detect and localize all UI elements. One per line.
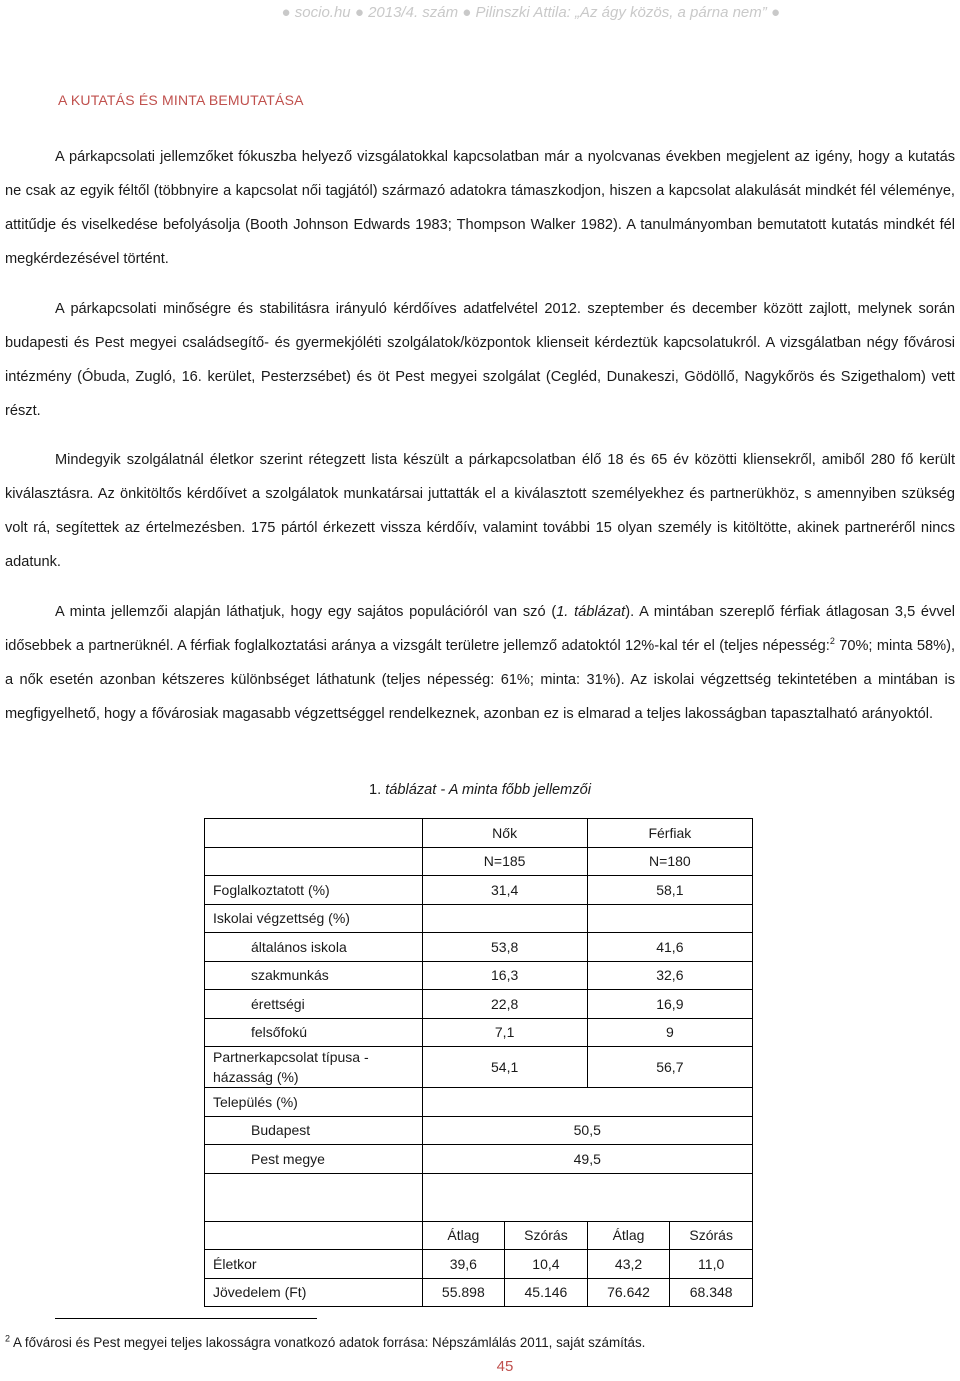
paragraph-sample-characteristics	[5, 595, 955, 731]
table-cell	[205, 819, 423, 848]
table-row	[205, 1250, 753, 1279]
row-label: felsőfokú	[205, 1018, 423, 1047]
sample-characteristics-table	[204, 818, 753, 1307]
table-row	[205, 876, 753, 905]
table-row	[205, 1018, 753, 1047]
table-cell: 76.642	[587, 1278, 670, 1307]
table-cell	[422, 1173, 752, 1221]
table-cell: 54,1	[422, 1047, 587, 1088]
paragraph-research-intro: A párkapcsolati jellemzőket fókuszba helyező vizsgálatokkal kapcsolatban már a nyolcvanas években megjelent az igény, hogy a kutatás ne csak az egyik féltől (többnyire a kapcsolat női tagjától) származó adatokra támaszkodjon, hiszen a kapcsolat alakulását mindkét fél véleménye, attitűdje és viselkedése befolyásolja (Booth Johnson Edwards 1983; Thompson Walker 1982). A tanulmányomban bemutatott kutatás mindkét fél megkérdezésével történt.	[5, 149, 955, 267]
footnote-mark: 2	[5, 1333, 11, 1344]
row-label: általános iskola	[205, 933, 423, 962]
table-row	[205, 1278, 753, 1307]
footnote-text: A fővárosi és Pest megyei teljes lakosságra vonatkozó adatok forrása: Népszámlálás 2011, saját számítás.	[10, 1335, 646, 1350]
table-cell: 53,8	[422, 933, 587, 962]
table-reference: 1. táblázat	[556, 604, 626, 620]
column-header-sd: Szórás	[670, 1221, 753, 1250]
table-cell: 16,3	[422, 961, 587, 990]
table-row	[205, 1116, 753, 1145]
table-row	[205, 933, 753, 962]
table-caption-title: táblázat - A minta főbb jellemzői	[381, 782, 591, 798]
row-label: érettségi	[205, 990, 423, 1019]
table-cell: 10,4	[505, 1250, 588, 1279]
column-header-mean: Átlag	[587, 1221, 670, 1250]
row-label: Jövedelem (Ft)	[205, 1278, 423, 1307]
paragraph-text: ). A mintában szereplő férfiak átlagosan 3,5 évvel idősebbek a partnerüknél. A férfiak foglalkoztatási aránya a vizsgált területre jellemző adatoktól 12%-kal tér el (teljes népesség:	[5, 604, 955, 654]
table-cell	[205, 1173, 423, 1221]
table-row	[205, 1173, 753, 1221]
column-header-mean: Átlag	[422, 1221, 505, 1250]
paragraph-data-collection: A párkapcsolati minőségre és stabilitásra irányuló kérdőíves adatfelvétel 2012. szeptember és december között zajlott, melynek során budapesti és Pest megyei családsegítő- és gyermekjóléti szolgálatok/központok klienseit kérdeztük kapcsolatukról. A vizsgálatban négy fővárosi intézmény (Óbuda, Zugló, 16. kerület, Pesterzsébet) és öt Pest megyei szolgálat (Cegléd, Dunakeszi, Gödöllő, Nagykőrös és Szigethalom) vett részt.	[5, 301, 955, 419]
column-header-sd: Szórás	[505, 1221, 588, 1250]
row-label: Partnerkapcsolat típusa - házasság (%)	[205, 1047, 423, 1088]
bullet-dot: ●	[462, 4, 472, 21]
table-cell: 56,7	[587, 1047, 752, 1088]
table-row	[205, 847, 753, 876]
table-cell: 49,5	[422, 1145, 752, 1174]
table-row	[205, 904, 753, 933]
sample-size-men: N=180	[587, 847, 752, 876]
table-cell: 45.146	[505, 1278, 588, 1307]
row-label: Budapest	[205, 1116, 423, 1145]
page-number: 45	[496, 1358, 514, 1375]
table-cell: 68.348	[670, 1278, 753, 1307]
paragraph-sampling: Mindegyik szolgálatnál életkor szerint rétegzett lista készült a párkapcsolatban élő 18 és 65 év közötti kliensekről, amiből 280 fő került kiválasztásra. Az önkitöltős kérdőívet a szolgálatok munkatársai juttatták el a kiválasztott személyekhez és partnerükhöz, s amennyiben szükség volt rá, segítettek az értelmezésben. 175 pártól érkezett vissza kérdőív, valamint további 15 olyan személy is kitöltötte, akinek partneréről nincs adatunk.	[5, 452, 955, 570]
footnote-divider	[55, 1318, 317, 1319]
table-cell: 39,6	[422, 1250, 505, 1279]
table-cell: 50,5	[422, 1116, 752, 1145]
row-label: szakmunkás	[205, 961, 423, 990]
bullet-dot: ●	[281, 4, 291, 21]
table-cell: 22,8	[422, 990, 587, 1019]
sample-size-women: N=185	[422, 847, 587, 876]
bullet-dot: ●	[354, 4, 364, 21]
table-row	[205, 1221, 753, 1250]
row-label: Foglalkoztatott (%)	[205, 876, 423, 905]
table-row	[205, 1088, 753, 1117]
table-cell	[587, 904, 752, 933]
table-caption-number: 1.	[369, 782, 382, 798]
table-cell	[422, 1088, 752, 1117]
running-header	[0, 4, 960, 21]
row-label: Pest megye	[205, 1145, 423, 1174]
table-row	[205, 1047, 753, 1088]
paragraph-text: 70%; minta 58%), a nők esetén azonban kétszeres különbséget láthatunk (teljes népesség: 61%; minta: 31%). Az iskolai végzettség tekintetében a mintában is megfigyelhető, hogy a fővárosiak magasabb végzettséggel rendelkeznek, azonban ez is elmarad a teljes lakosságban tapasztalható arányoktól.	[5, 638, 955, 722]
table-cell: 58,1	[587, 876, 752, 905]
bullet-dot: ●	[770, 4, 780, 21]
section-title: A KUTATÁS ÉS MINTA BEMUTATÁSA	[58, 92, 304, 108]
table-cell: 31,4	[422, 876, 587, 905]
table-cell	[205, 847, 423, 876]
table-row	[205, 961, 753, 990]
row-label: Iskolai végzettség (%)	[205, 904, 423, 933]
article-author-title: Pilinszki Attila: „Az ágy közös, a párna nem”	[475, 4, 767, 21]
table-cell: 32,6	[587, 961, 752, 990]
table-cell: 55.898	[422, 1278, 505, 1307]
footnote	[5, 1335, 645, 1350]
column-header-men: Férfiak	[587, 819, 752, 848]
table-cell	[422, 904, 587, 933]
table-cell	[205, 1221, 423, 1250]
table-cell: 9	[587, 1018, 752, 1047]
footnote-reference: 2	[829, 636, 835, 647]
table-row	[205, 819, 753, 848]
table-caption	[0, 782, 960, 798]
table-row	[205, 990, 753, 1019]
row-label: Település (%)	[205, 1088, 423, 1117]
table-cell: 43,2	[587, 1250, 670, 1279]
table-row	[205, 1145, 753, 1174]
issue-number: 2013/4. szám	[368, 4, 459, 21]
column-header-women: Nők	[422, 819, 587, 848]
table-cell: 16,9	[587, 990, 752, 1019]
table-cell: 11,0	[670, 1250, 753, 1279]
row-label: Életkor	[205, 1250, 423, 1279]
table-cell: 7,1	[422, 1018, 587, 1047]
journal-name: socio.hu	[294, 4, 351, 21]
table-cell: 41,6	[587, 933, 752, 962]
paragraph-text: A minta jellemzői alapján láthatjuk, hogy egy sajátos populációról van szó (	[55, 604, 557, 620]
